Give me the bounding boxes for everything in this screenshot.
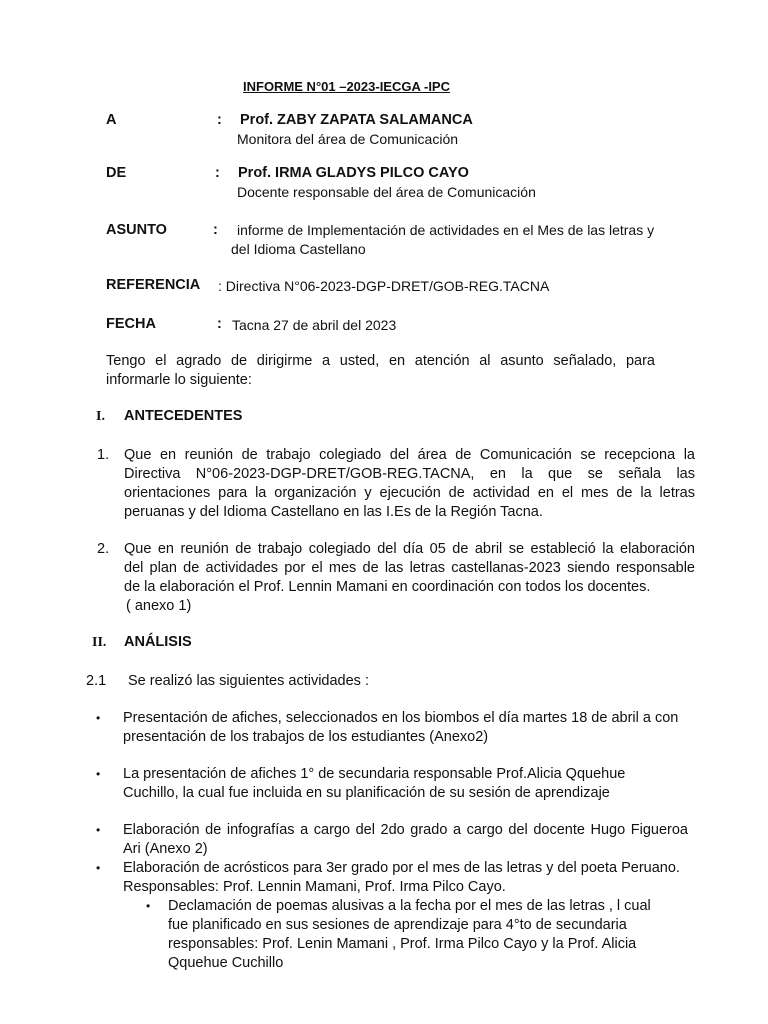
from-label: DE	[106, 165, 127, 181]
section-2-heading: ANÁLISIS	[124, 634, 192, 650]
list-item-1-line-1: Que en reunión de trabajo colegiado del área de Comunicación se recepciona la	[124, 447, 695, 463]
list-item-1-number: 1.	[97, 447, 110, 463]
date-label: FECHA	[106, 316, 156, 332]
from-name: Prof. IRMA GLADYS PILCO CAYO	[238, 165, 469, 181]
date-colon: :	[217, 316, 222, 332]
bullet-3-line-2: Ari (Anexo 2)	[123, 841, 208, 857]
bullet-3-line-1: Elaboración de infografías a cargo del 2do grado a cargo del docente Hugo Figueroa	[123, 822, 688, 838]
date-value: Tacna 27 de abril del 2023	[232, 317, 397, 333]
subject-line-2: del Idioma Castellano	[231, 241, 366, 257]
bullet-4-line-2: Responsables: Prof. Lennin Mamani, Prof. Irma Pilco Cayo.	[123, 879, 506, 895]
list-item-2-line-3: de la elaboración el Prof. Lennin Mamani en coordinación con todos los docentes.	[124, 579, 651, 595]
section-1-numeral: I.	[96, 409, 105, 424]
to-name: Prof. ZABY ZAPATA SALAMANCA	[240, 112, 473, 128]
bullet-4-line-1: Elaboración de acrósticos para 3er grado por el mes de las letras y del poeta Peruano.	[123, 860, 680, 876]
list-item-2-line-4: ( anexo 1)	[126, 598, 192, 614]
bullet-icon: •	[146, 899, 151, 913]
reference-value: : Directiva N°06-2023-DGP-DRET/GOB-REG.TACNA	[218, 278, 550, 294]
from-colon: :	[215, 165, 220, 181]
subbullet-line-4: Qquehue Cuchillo	[168, 955, 284, 971]
list-item-1-line-4: peruanas y del Idioma Castellano en las I.Es de la Región Tacna.	[124, 504, 543, 520]
to-role: Monitora del área de Comunicación	[237, 131, 459, 147]
list-item-1-line-2: Directiva N°06-2023-DGP-DRET/GOB-REG.TACNA, en la que se señala las	[124, 466, 695, 482]
list-item-2-line-1: Que en reunión de trabajo colegiado del día 05 de abril se estableció la elaboración	[124, 541, 695, 557]
to-colon: :	[217, 112, 222, 128]
bullet-2-line-2: Cuchillo, la cual fue incluida en su planificación de su sesión de aprendizaje	[123, 785, 610, 801]
intro-line-2: informarle lo siguiente:	[106, 372, 252, 388]
intro-line-1: Tengo el agrado de dirigirme a usted, en atención al asunto señalado, para	[106, 353, 655, 369]
subject-label: ASUNTO	[106, 222, 167, 238]
list-item-1-line-3: orientaciones para la organización y ejecución de actividad en el mes de la letras	[124, 485, 695, 501]
subsection-text: Se realizó las siguientes actividades :	[128, 673, 369, 689]
subbullet-line-3: responsables: Prof. Lenin Mamani , Prof. Irma Pilco Cayo y la Prof. Alicia	[168, 936, 637, 952]
section-1-heading: ANTECEDENTES	[124, 408, 243, 424]
bullet-2-line-1: La presentación de afiches 1° de secundaria responsable Prof.Alicia Qquehue	[123, 766, 626, 782]
subject-line-1: informe de Implementación de actividades en el Mes de las letras y	[237, 222, 655, 238]
reference-label: REFERENCIA	[106, 277, 201, 293]
subject-colon: :	[213, 222, 218, 238]
to-label: A	[106, 112, 117, 128]
subbullet-line-1: Declamación de poemas alusivas a la fecha por el mes de las letras , l cual	[168, 898, 651, 914]
subsection-number: 2.1	[86, 673, 107, 689]
list-item-2-line-2: del plan de actividades por el mes de las letras castellanas-2023 siendo responsable	[124, 560, 695, 576]
from-role: Docente responsable del área de Comunicación	[237, 184, 536, 200]
report-title: INFORME N°01 –2023-IECGA -IPC	[243, 79, 450, 94]
bullet-icon: •	[96, 711, 101, 725]
bullet-1-line-1: Presentación de afiches, seleccionados en los biombos el día martes 18 de abril a con	[123, 710, 679, 726]
bullet-icon: •	[96, 823, 101, 837]
list-item-2-number: 2.	[97, 541, 110, 557]
section-2-numeral: II.	[92, 635, 107, 650]
subbullet-line-2: fue planificado en sus sesiones de aprendizaje para 4°to de secundaria	[168, 917, 627, 933]
bullet-icon: •	[96, 861, 101, 875]
bullet-icon: •	[96, 767, 101, 781]
bullet-1-line-2: presentación de los trabajos de los estudiantes (Anexo2)	[123, 729, 489, 745]
